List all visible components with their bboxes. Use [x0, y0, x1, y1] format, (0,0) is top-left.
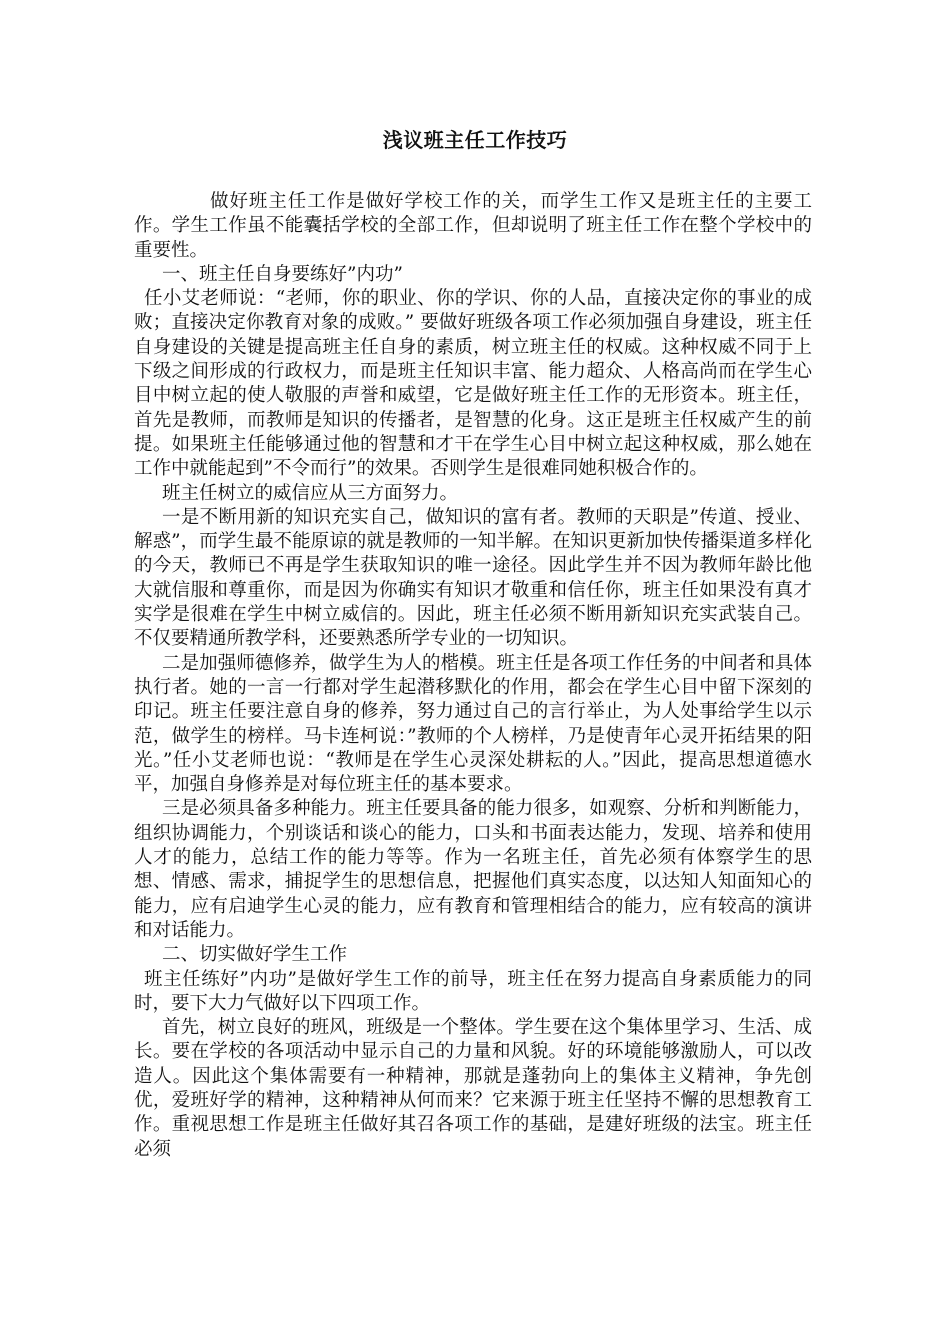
- paragraph-body: 任小艾老师说：“老师，你的职业、你的学识、你的人品，直接决定你的事业的成败；直接决定你教育对象的成败。” 要做好班级各项工作必须加强自身建设，班主任自身建设的关键是提高班主任自身的素质，树立班主任的权威。这种权威不同于上下级之间形成的行政权力，而是班主任知识丰富、能力超众、人格高尚而在学生心目中树立起的使人敬服的声誉和威望，它是做好班主任工作的无形资本。班主任，首先是教师，而教师是知识的传播者，是智慧的化身。这正是班主任权威产生的前提。如果班主任能够通过他的智慧和才干在学生心目中树立起这种权威，那么她在工作中就能起到”不令而行”的效果。否则学生是很难同她积极合作的。: [134, 288, 812, 480]
- paragraph-body: 班主任练好”内功”是做好学生工作的前导，班主任在努力提高自身素质能力的同时，要下大力气做好以下四项工作。: [134, 968, 812, 1014]
- document-body: [134, 190, 812, 1162]
- paragraph-intro: 做好班主任工作是做好学校工作的关，而学生工作又是班主任的主要工作。学生工作虽不能囊括学校的全部工作，但却说明了班主任工作在整个学校中的重要性。: [134, 191, 812, 261]
- paragraph-body: 二是加强师德修养，做学生为人的楷模。班主任是各项工作任务的中间者和具体执行者。她的一言一行都对学生起潜移默化的作用，都会在学生心目中留下深刻的印记。班主任要注意自身的修养，努力通过自己的言行举止，为人处事给学生以示范，做学生的榜样。马卡连柯说：”教师的个人榜样，乃是使青年心灵开拓结果的阳光。”任小艾老师也说：“教师是在学生心灵深处耕耘的人。”因此，提高思想道德水平，加强自身修养是对每位班主任的基本要求。: [134, 652, 812, 796]
- paragraph-body: 三是必须具备多种能力。班主任要具备的能力很多，如观察、分析和判断能力，组织协调能力，个别谈话和谈心的能力，口头和书面表达能力，发现、培养和使用人才的能力，总结工作的能力等等。作为一名班主任，首先必须有体察学生的思想、情感、需求，捕捉学生的思想信息，把握他们真实态度，以达知人知面知心的能力，应有启迪学生心灵的能力，应有教育和管理相结合的能力，应有较高的演讲和对话能力。: [134, 798, 812, 941]
- section-heading-1: 一、班主任自身要练好”内功”: [162, 263, 403, 285]
- paragraph-body: 一是不断用新的知识充实自己，做知识的富有者。教师的天职是”传道、授业、解惑”，而学生最不能原谅的就是教师的一知半解。在知识更新加快传播渠道多样化的今天，教师已不再是学生获取知识的唯一途径。因此学生并不因为教师年龄比他大就信服和尊重你，而是因为你确实有知识才敬重和信任你，班主任如果没有真才实学是很难在学生中树立威信的。因此，班主任必须不断用新知识充实武装自己。不仅要精通所教学科，还要熟悉所学专业的一切知识。: [134, 506, 812, 650]
- document-title: 浅议班主任工作技巧: [382, 128, 568, 152]
- section-heading-2: 二、切实做好学生工作: [162, 944, 348, 966]
- paragraph-body: 班主任树立的威信应从三方面努力。: [162, 482, 459, 504]
- paragraph-body: 首先，树立良好的班风，班级是一个整体。学生要在这个集体里学习、生活、成长。要在学校的各项活动中显示自己的力量和风貌。好的环境能够激励人，可以改造人。因此这个集体需要有一种精神，那就是蓬勃向上的集体主义精神，争先创优，爱班好学的精神，这种精神从何而来？它来源于班主任坚持不懈的思想教育工作。重视思想工作是班主任做好其召各项工作的基础，是建好班级的法宝。班主任必须: [134, 1017, 812, 1160]
